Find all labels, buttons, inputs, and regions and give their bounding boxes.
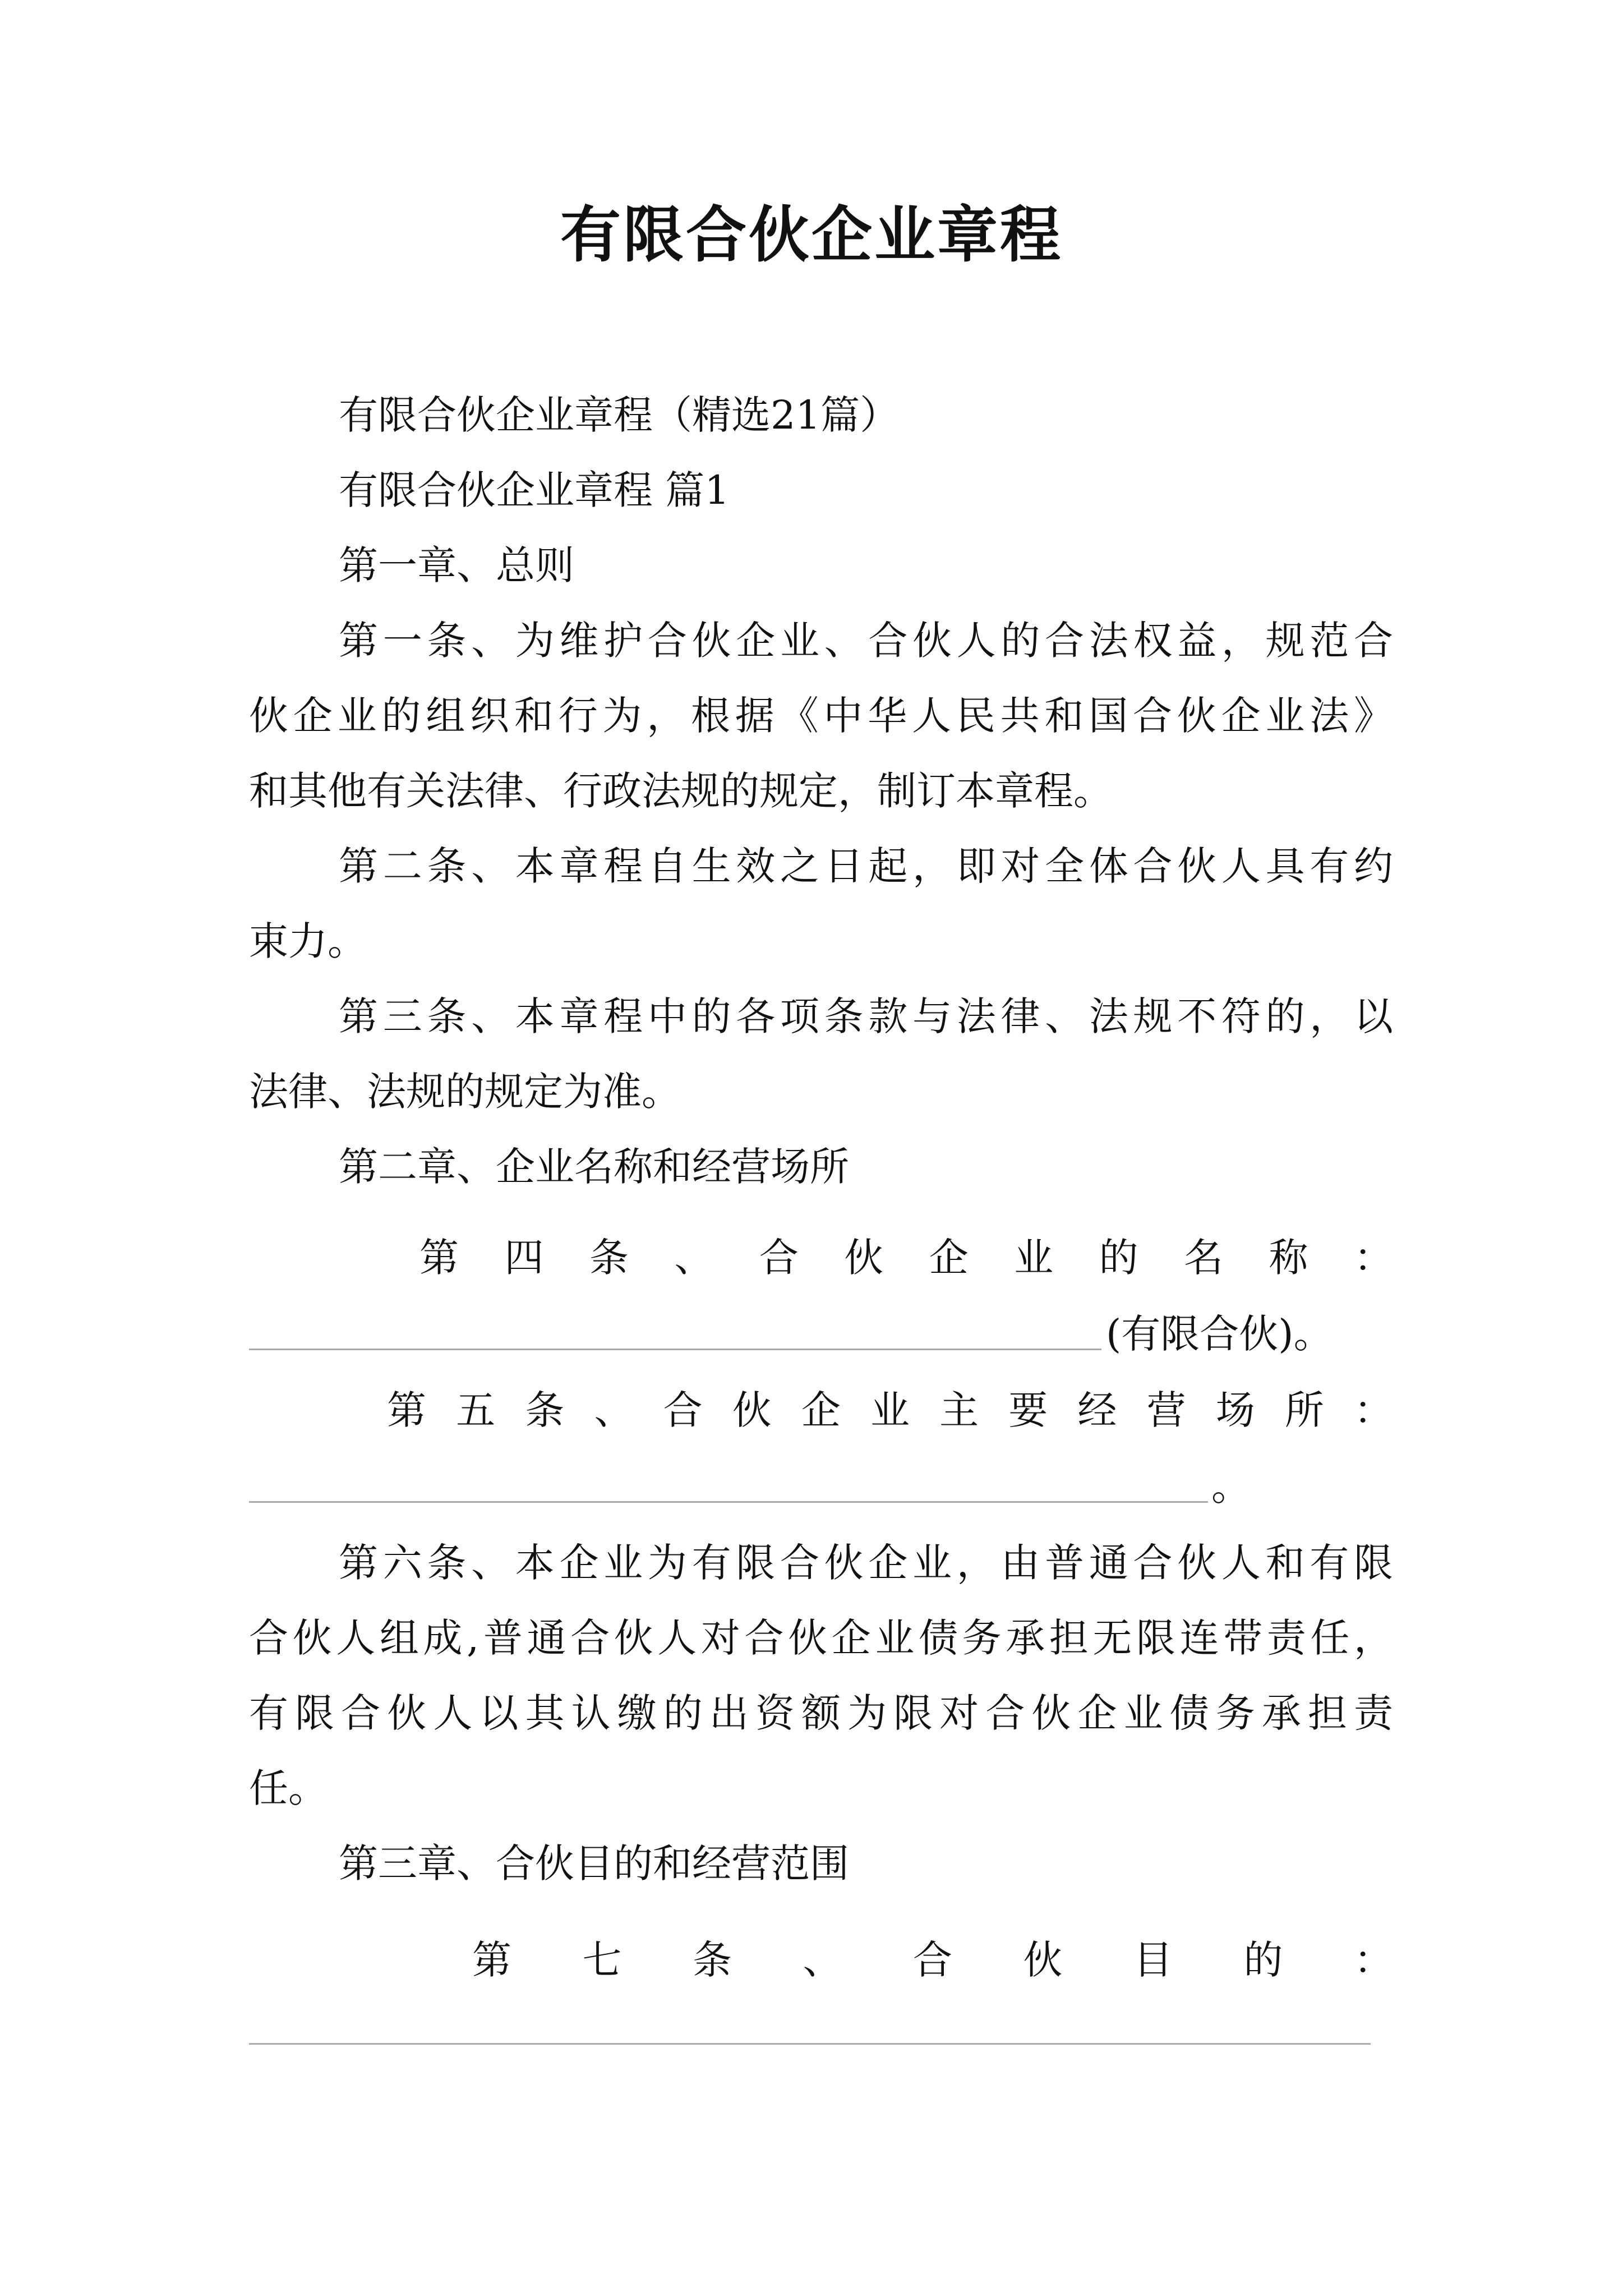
document-title: 有限合伙企业章程 bbox=[560, 200, 1063, 270]
chapter-heading: 第二章、企业名称和经营场所 bbox=[339, 1144, 849, 1190]
business-address-blank bbox=[249, 1501, 1208, 1503]
article-line: 第六条、本企业为有限合伙企业，由普通合伙人和有限 bbox=[339, 1540, 1393, 1586]
article-line: 。 bbox=[1211, 1464, 1251, 1510]
article-line: 第二条、本章程自生效之日起，即对全体合伙人具有约 bbox=[339, 843, 1393, 889]
article-line: 任。 bbox=[249, 1765, 328, 1811]
article-line: 合伙人组成,普通合伙人对合伙企业债务承担无限连带责任， bbox=[249, 1615, 1393, 1661]
chapter-heading: 第一章、总则 bbox=[339, 542, 574, 588]
partnership-purpose-blank bbox=[249, 2043, 1371, 2045]
article-line: 和其他有关法律、行政法规的规定，制订本章程。 bbox=[249, 768, 1113, 814]
document-subtitle: 有限合伙企业章程（精选21篇） bbox=[339, 392, 900, 438]
article-line: 束力。 bbox=[249, 918, 367, 964]
chapter-heading: 第三章、合伙目的和经营范围 bbox=[339, 1841, 849, 1887]
enterprise-name-blank bbox=[249, 1349, 1101, 1350]
article-line: 法律、法规的规定为准。 bbox=[249, 1069, 681, 1115]
part-heading: 有限合伙企业章程 篇1 bbox=[339, 467, 730, 513]
article-line: (有限合伙)。 bbox=[1106, 1311, 1333, 1357]
article-line: 有限合伙人以其认缴的出资额为限对合伙企业债务承担责 bbox=[249, 1690, 1393, 1736]
article-line: 第四条、合伙企业的名称： bbox=[419, 1235, 1393, 1281]
article-line: 第一条、为维护合伙企业、合伙人的合法权益，规范合 bbox=[339, 618, 1393, 664]
article-line: 伙企业的组织和行为，根据《中华人民共和国合伙企业法》 bbox=[249, 693, 1393, 739]
article-line: 第五条、合伙企业主要经营场所： bbox=[387, 1387, 1393, 1433]
article-line: 第七条、合伙目的： bbox=[472, 1937, 1393, 1983]
article-line: 第三条、本章程中的各项条款与法律、法规不符的，以 bbox=[339, 993, 1393, 1039]
